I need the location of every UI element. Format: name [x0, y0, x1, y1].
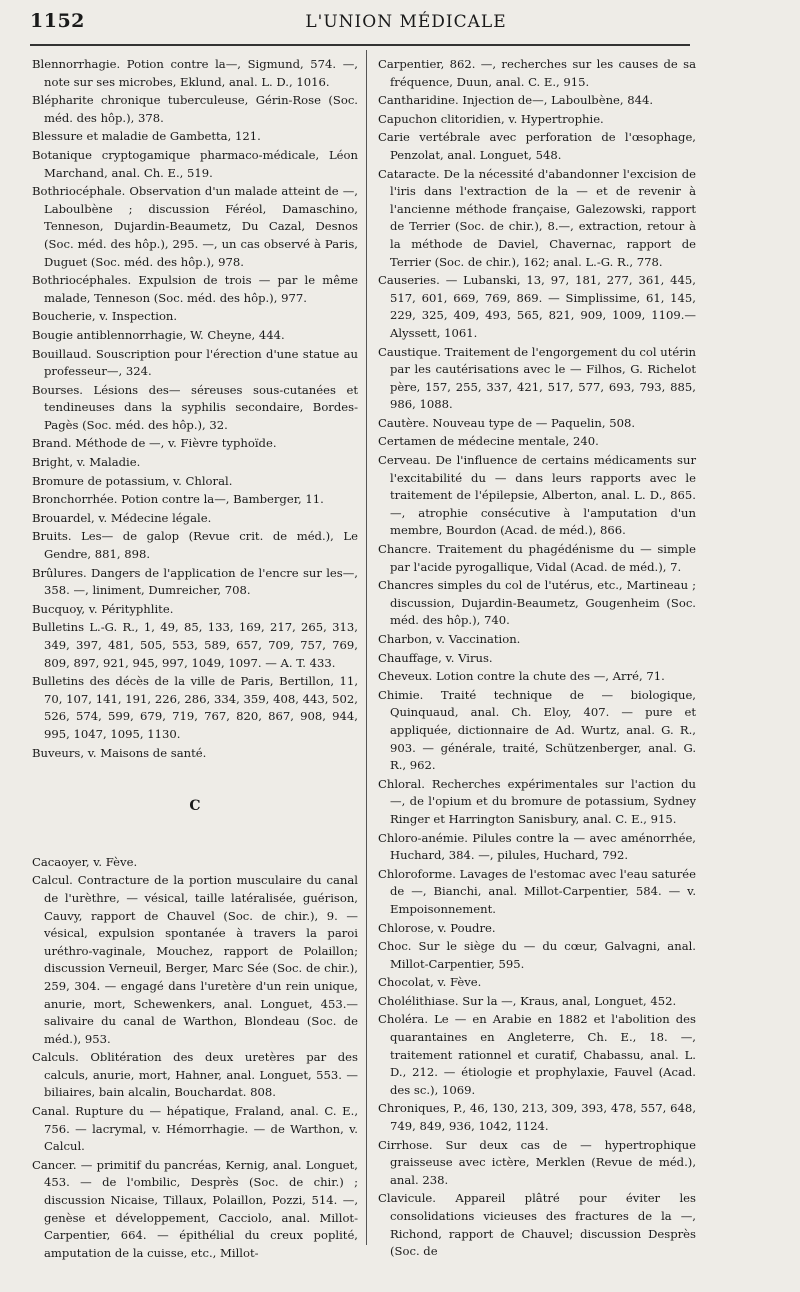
- index-entry: Bulletins des décès de la ville de Paris, Bertillon, 11, 70, 107, 141, 191, 226, 286, 334, 359, 408, 443, 502, 526, 574, 599, 679, 719, 767, 820, 867, 908, 944, 995, 1047, 1095, 1130.: [32, 674, 358, 741]
- index-entry: Chroniques, P., 46, 130, 213, 309, 393, 478, 557, 648, 749, 849, 936, 1042, 1124.: [378, 1101, 696, 1134]
- index-entry: Choléra. Le — en Arabie en 1882 et l'abolition des quarantaines en Angleterre, Ch. E., 18. —, traitement rationnel et curatif, Chabassu, anal. L. D., 212. — étiologie et prophylaxie, Fauvel (Acad. des sc.), 1069.: [378, 1012, 696, 1097]
- index-entry: Chloroforme. Lavages de l'estomac avec l'eau saturée de —, Bianchi, anal. Millot-Carpentier, 584. — v. Empoisonnement.: [378, 866, 696, 916]
- index-entry: Chocolat, v. Fève.: [378, 975, 482, 990]
- index-entry: Clavicule. Appareil plâtré pour éviter les consolidations vicieuses des fractures de la —, Richond, rapport de Chauvel; discussion Desprès (Soc. de: [378, 1191, 696, 1259]
- index-entry: Capuchon clitoridien, v. Hypertrophie.: [378, 111, 604, 126]
- index-entry: Chancres simples du col de l'utérus, etc., Martineau ; discussion, Dujardin-Beaumetz, Gougenheim (Soc. méd. des hôp.), 740.: [378, 578, 696, 628]
- index-entry: Chloral. Recherches expérimentales sur l'action du —, de l'opium et du bromure de potassium, Sydney Ringer et Harrington Sanisbury, anal. C. E., 915.: [378, 776, 696, 826]
- index-entry: Bruits. Les— de galop (Revue crit. de méd.), Le Gendre, 881, 898.: [32, 529, 358, 562]
- index-entry: Bourses. Lésions des— séreuses sous-cutanées et tendineuses dans la syphilis secondaire, Bordes-Pagès (Soc. méd. des hôp.), 32.: [32, 382, 358, 432]
- index-entry: Chloro-anémie. Pilules contre la — avec aménorrhée, Huchard, 384. —, pilules, Huchard, 792.: [378, 830, 696, 863]
- index-entry: Chlorose, v. Poudre.: [378, 920, 496, 935]
- index-entry: Cirrhose. Sur deux cas de — hypertrophique graisseuse avec ictère, Merklen (Revue de méd.), anal. 238.: [378, 1137, 696, 1187]
- index-entry: Chauffage, v. Virus.: [378, 650, 493, 665]
- index-entry: Chancre. Traitement du phagédénisme du — simple par l'acide pyrogallique, Vidal (Acad. de méd.), 7.: [378, 542, 696, 574]
- index-entry: Botanique cryptogamique pharmaco-médicale, Léon Marchand, anal. Ch. E., 519.: [32, 147, 358, 180]
- index-entry: Chimie. Traité technique de — biologique, Quinquaud, anal. Ch. Eloy, 407. — pure et appliquée, dictionnaire de Ad. Wurtz, anal. G. R., 903. — générale, traité, Schützenberger, anal. G. R., 962.: [378, 687, 696, 773]
- journal-title: L'UNION MÉDICALE: [305, 12, 507, 32]
- index-entry: Blépharite chronique tuberculeuse, Gérin-Rose (Soc. méd. des hôp.), 378.: [32, 93, 358, 125]
- index-entry: Cautère. Nouveau type de — Paquelin, 508.: [378, 415, 636, 430]
- index-entry: Blessure et maladie de Gambetta, 121.: [32, 129, 261, 144]
- index-entry: Bromure de potassium, v. Chloral.: [32, 473, 233, 488]
- index-entry: Calculs. Oblitération des deux uretères par des calculs, anurie, mort, Hahner, anal. Longuet, 553. — biliaires, bain alcalin, Bouchardat. 808.: [32, 1050, 358, 1100]
- index-entry: Carpentier, 862. —, recherches sur les causes de sa fréquence, Duun, anal. C. E., 915.: [378, 57, 696, 89]
- column-divider: [366, 50, 367, 1245]
- index-entry: Causeries. — Lubanski, 13, 97, 181, 277, 361, 445, 517, 601, 669, 769, 869. — Simplissime, 61, 145, 229, 325, 409, 493, 565, 821, 909, 1009, 1109.— Alyssett, 1061.: [378, 273, 696, 340]
- left-column: [32, 56, 358, 1263]
- index-entry: Canal. Rupture du — hépatique, Fraland, anal. C. E., 756. — lacrymal, v. Hémorrhagie. — de Warthon, v. Calcul.: [32, 1104, 358, 1154]
- index-entry: Bougie antiblennorrhagie, W. Cheyne, 444.: [32, 327, 285, 342]
- index-entry: Boucherie, v. Inspection.: [32, 309, 178, 324]
- index-entry: Brand. Méthode de —, v. Fièvre typhoïde.: [32, 436, 277, 451]
- index-entry: Bothriocéphales. Expulsion de trois — par le même malade, Tenneson (Soc. méd. des hôp.), 977.: [32, 273, 358, 305]
- header-rule: [30, 44, 690, 46]
- index-entry: Brûlures. Dangers de l'application de l'encre sur les—, 358. —, liniment, Dumreicher, 708.: [32, 565, 358, 598]
- index-entry: Bronchorrhée. Potion contre la—, Bamberger, 11.: [32, 492, 324, 507]
- section-letter: C: [189, 798, 201, 815]
- index-entry: Blennorrhagie. Potion contre la—, Sigmund, 574. —, note sur ses microbes, Eklund, anal. L. D., 1016.: [32, 57, 358, 89]
- page-header: [30, 10, 782, 40]
- index-entry: Cantharidine. Injection de—, Laboulbène, 844.: [378, 93, 654, 108]
- index-entry: Bucquoy, v. Pérityphlite.: [32, 601, 174, 616]
- index-entry: Certamen de médecine mentale, 240.: [378, 434, 599, 449]
- index-entry: Calcul. Contracture de la portion musculaire du canal de l'urèthre, — vésical, taille latéralisée, guérison, Cauvy, rapport de Chauvel (Soc. de chir.), 9. — vésical, expulsion spontanée à travers la paroi uréthro-vaginale, Mouchez, rapport de Polaillon; discussion Verneuil, Berger, Marc Sée (Soc. de chir.), 259, 304. — engagé dans l'uretère d'un rein unique, anurie, mort, Schewenkers, anal. Longuet, 453.— salivaire du canal de Warthon, Blondeau (Soc. de méd.), 953.: [32, 873, 358, 1046]
- index-entry: Cerveau. De l'influence de certains médicaments sur l'excitabilité du — dans leurs rapports avec le traitement de l'épilepsie, Alberton, anal. L. D., 865. —, atrophie consécutive à l'amputation d'un membre, Bourdon (Acad. de méd.), 866.: [378, 453, 696, 538]
- index-entry: Carie vertébrale avec perforation de l'œsophage, Penzolat, anal. Longuet, 548.: [378, 130, 696, 162]
- index-entry: Cataracte. De la nécessité d'abandonner l'excision de l'iris dans l'extraction de la — et de revenir à l'ancienne méthode française, Galezowski, rapport de Terrier (Soc. de chir.), 8.—, extraction, retour à la méthode de Daviel, Chavernac, rapport de Terrier (Soc. de chir.), 162; anal. L.-G. R., 778.: [378, 166, 696, 269]
- index-entry: Choc. Sur le siège du — du cœur, Galvagni, anal. Millot-Carpentier, 595.: [378, 939, 696, 971]
- index-entry: Cheveux. Lotion contre la chute des —, Arré, 71.: [378, 669, 665, 684]
- index-entry: Cholélithiase. Sur la —, Kraus, anal, Longuet, 452.: [378, 993, 677, 1008]
- index-entry: Cacaoyer, v. Fève.: [32, 854, 138, 869]
- index-entry: Bothriocéphale. Observation d'un malade atteint de —, Laboulbène ; discussion Féréol, Damaschino, Tenneson, Dujardin-Beaumetz, Du Cazal, Desnos (Soc. méd. des hôp.), 295. —, un cas observé à Paris, Duguet (Soc. méd. des hôp.), 978.: [32, 184, 358, 269]
- index-entry: Bouillaud. Souscription pour l'érection d'une statue au professeur—, 324.: [32, 346, 358, 379]
- index-entry: Brouardel, v. Médecine légale.: [32, 510, 212, 525]
- page-number: 1152: [30, 10, 85, 32]
- right-column: [378, 56, 696, 1262]
- index-entry: Bulletins L.-G. R., 1, 49, 85, 133, 169, 217, 265, 313, 349, 397, 481, 505, 553, 589, 657, 709, 757, 769, 809, 897, 921, 945, 997, 1049, 1097. — A. T. 433.: [32, 620, 358, 670]
- index-entry: Bright, v. Maladie.: [32, 455, 141, 470]
- index-entry: Cancer. — primitif du pancréas, Kernig, anal. Longuet, 453. — de l'ombilic, Desprès (Soc. de chir.) ; discussion Nicaise, Tillaux, Polaillon, Pozzi, 514. —, genèse et développement, Cacciolo, anal. Millot-Carpentier, 664. — épithélial du creux poplité, amputation de la cuisse, etc., Millot-: [32, 1157, 358, 1260]
- index-entry: Charbon, v. Vaccination.: [378, 632, 521, 646]
- index-entry: Buveurs, v. Maisons de santé.: [32, 745, 207, 760]
- index-entry: Caustique. Traitement de l'engorgement du col utérin par les cautérisations avec le — Filhos, G. Richelot père, 157, 255, 337, 421, 517, 577, 693, 793, 885, 986, 1088.: [378, 344, 696, 412]
